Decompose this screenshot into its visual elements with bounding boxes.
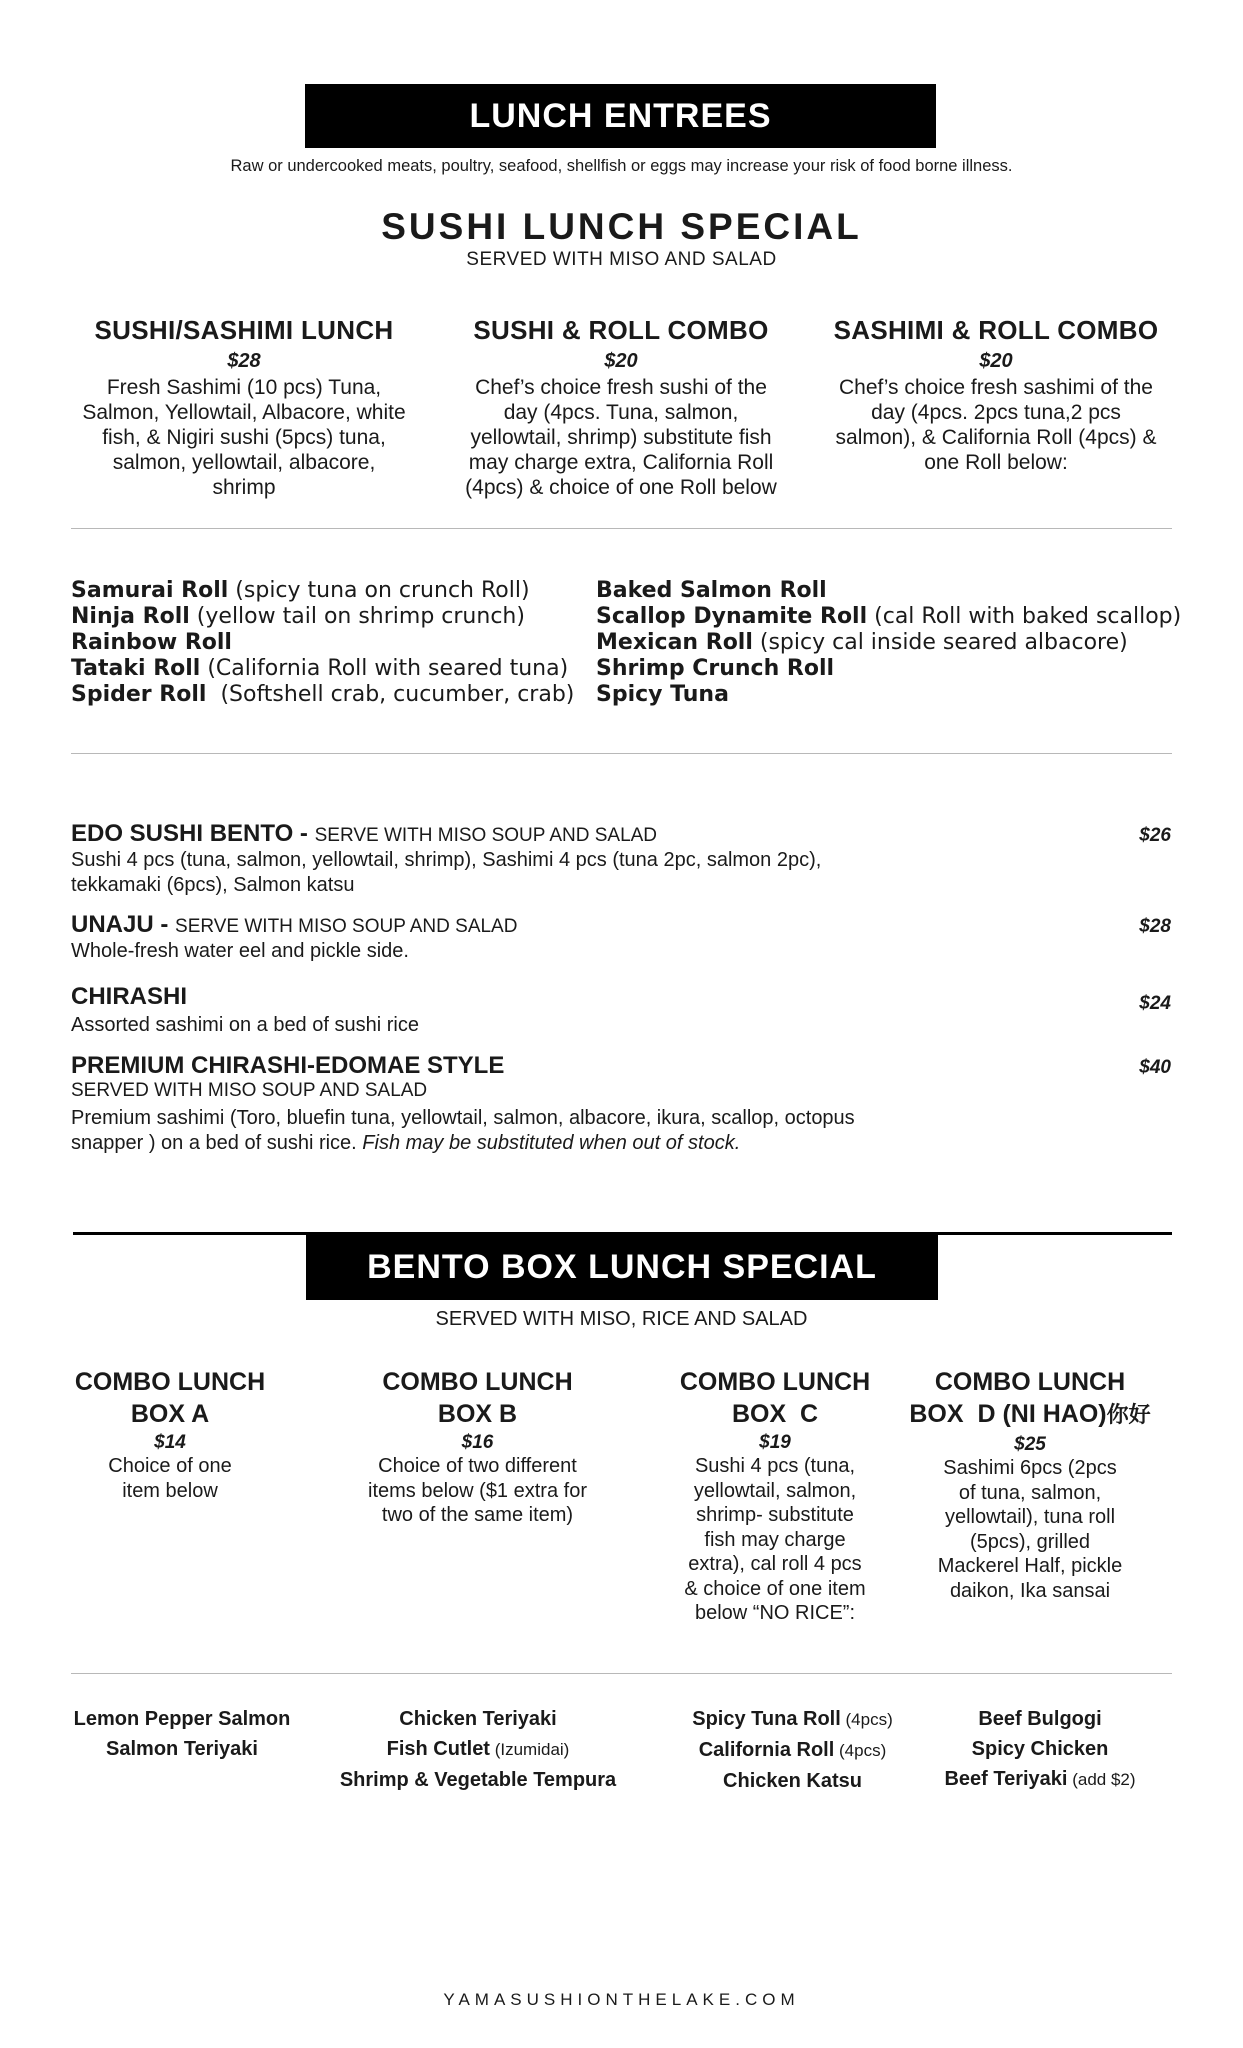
- combo-box-c: [660, 1366, 890, 1626]
- entry-subtitle: SERVED WITH MISO SOUP AND SALAD: [71, 1080, 428, 1101]
- sushi-special-subtitle: SERVED WITH MISO AND SALAD: [466, 249, 777, 270]
- sushi-column-3: [826, 315, 1166, 475]
- list-item: Chicken Teriyaki: [399, 1708, 557, 1730]
- entry-price: $26: [1139, 825, 1171, 846]
- box-title-1: COMBO LUNCH: [74, 1368, 266, 1396]
- page-title: LUNCH ENTREES: [469, 97, 772, 135]
- column-desc: Chef’s choice fresh sushi of the day (4pcs. Tuna, salmon, yellowtail, shrimp) substitute fish may charge extra, California Roll (4pcs) & choice of one Roll below: [465, 376, 777, 499]
- list-item: Spicy Chicken: [971, 1738, 1109, 1760]
- roll-name: Baked Salmon Roll: [596, 578, 827, 603]
- column-title: SUSHI & ROLL COMBO: [473, 315, 769, 345]
- roll-name: Samurai Roll: [71, 578, 229, 603]
- box-desc: Sashimi 6pcs (2pcs of tuna, salmon, yellowtail), tuna roll (5pcs), grilled Mackerel Half, pickle daikon, Ika sansai: [937, 1457, 1123, 1602]
- entry-price: $40: [1139, 1057, 1171, 1078]
- roll-note: (California Roll with seared tuna): [200, 656, 569, 681]
- box-title-1: COMBO LUNCH: [679, 1368, 871, 1396]
- box-price: $25: [1014, 1434, 1046, 1455]
- box-desc: Sushi 4 pcs (tuna, yellowtail, salmon, shrimp- substitute fish may charge extra), cal roll 4 pcs & choice of one item below “NO RICE”:: [684, 1455, 866, 1624]
- divider: [71, 1673, 1172, 1674]
- list-item: Shrimp & Vegetable Tempura: [339, 1769, 617, 1791]
- roll-name: Tataki Roll: [71, 656, 201, 681]
- entry-name: CHIRASHI: [71, 983, 188, 1010]
- list-item: [596, 604, 1181, 630]
- entry-name: PREMIUM CHIRASHI-EDOMAE STYLE: [71, 1052, 505, 1079]
- entry-desc: Assorted sashimi on a bed of sushi rice: [71, 1014, 419, 1036]
- menu-entry-unaju: [71, 911, 1171, 964]
- list-item: California Roll (4pcs): [698, 1739, 887, 1761]
- list-item: [71, 578, 574, 604]
- divider: [71, 528, 1172, 529]
- menu-entry-chirashi: [71, 983, 1171, 1038]
- roll-note: (cal Roll with baked scallop): [867, 604, 1182, 629]
- lunch-entrees-banner: [305, 84, 936, 148]
- roll-note: (yellow tail on shrimp crunch): [189, 604, 525, 629]
- box-title-chinese: 你好: [1106, 1403, 1151, 1428]
- entry-desc-2: [71, 1131, 1171, 1156]
- entry-desc: Whole-fresh water eel and pickle side.: [71, 940, 409, 962]
- box-price: $16: [461, 1432, 494, 1453]
- roll-note: (Softshell crab, cucumber, crab): [206, 682, 575, 707]
- list-item: [596, 656, 1181, 682]
- roll-name: Mexican Roll: [596, 630, 753, 655]
- list-item: [596, 682, 1181, 708]
- entry-desc: Sushi 4 pcs (tuna, salmon, yellowtail, shrimp), Sashimi 4 pcs (tuna 2pc, salmon 2pc),: [71, 849, 822, 871]
- combo-box-a: [60, 1366, 280, 1503]
- entry-desc: Premium sashimi (Toro, bluefin tuna, yellowtail, salmon, albacore, ikura, scallop, octopus: [71, 1107, 855, 1129]
- box-desc: Choice of two different items below ($1 extra for two of the same item): [368, 1455, 587, 1526]
- box-price: $19: [759, 1432, 791, 1453]
- list-item: [71, 630, 574, 656]
- section-title: BENTO BOX LUNCH SPECIAL: [367, 1248, 877, 1286]
- rolls-left-list: [71, 578, 574, 708]
- column-price: $28: [227, 350, 261, 372]
- sushi-column-1: [74, 315, 414, 500]
- entry-name: UNAJU -: [71, 911, 176, 938]
- box-title-2: BOX A: [130, 1400, 210, 1428]
- bento-items-col-1: [52, 1704, 312, 1764]
- column-title: SUSHI/SASHIMI LUNCH: [94, 315, 394, 345]
- combo-box-d: [905, 1366, 1155, 1603]
- menu-entry-edo-sushi-bento: [71, 820, 1171, 898]
- menu-entry-premium-chirashi: [71, 1052, 1171, 1156]
- bento-items-col-4: [915, 1704, 1165, 1795]
- entry-price: $28: [1139, 916, 1171, 937]
- roll-name: Shrimp Crunch Roll: [596, 656, 835, 681]
- roll-name: Scallop Dynamite Roll: [596, 604, 868, 629]
- roll-name: Spicy Tuna: [596, 682, 729, 707]
- list-item: Lemon Pepper Salmon: [73, 1708, 291, 1730]
- list-item: Beef Teriyaki (add $2): [944, 1768, 1136, 1790]
- column-desc: Chef’s choice fresh sashimi of the day (4pcs. 2pcs tuna,2 pcs salmon), & California Roll (4pcs) & one Roll below:: [835, 376, 1157, 474]
- list-item: [596, 630, 1181, 656]
- column-price: $20: [979, 350, 1013, 372]
- entry-desc-text: snapper ) on a bed of sushi rice.: [71, 1132, 363, 1154]
- box-title-1: COMBO LUNCH: [382, 1368, 573, 1396]
- bento-items-col-3: [660, 1704, 925, 1796]
- box-desc: Choice of one item below: [108, 1455, 232, 1502]
- column-price: $20: [604, 350, 638, 372]
- entry-desc-note: Fish may be substituted when out of stock.: [362, 1132, 741, 1154]
- list-item: [71, 656, 574, 682]
- list-item: [71, 682, 574, 708]
- list-item: Chicken Katsu: [723, 1770, 862, 1792]
- box-title-1: COMBO LUNCH: [934, 1368, 1126, 1396]
- combo-box-b: [340, 1366, 615, 1528]
- list-item: Beef Bulgogi: [978, 1708, 1102, 1730]
- list-item: Salmon Teriyaki: [106, 1738, 258, 1760]
- entry-subtitle: SERVE WITH MISO SOUP AND SALAD: [314, 825, 658, 846]
- box-title-2: BOX C: [731, 1400, 819, 1428]
- rolls-right-list: [596, 578, 1181, 708]
- box-title-2: BOX B: [437, 1400, 518, 1428]
- website-link[interactable]: YAMASUSHIONTHELAKE.COM: [443, 1990, 800, 2009]
- sushi-column-2: [451, 315, 791, 500]
- column-title: SASHIMI & ROLL COMBO: [833, 315, 1159, 345]
- bento-items-col-2: [318, 1704, 638, 1795]
- box-title-text: BOX D (NI HAO): [909, 1400, 1107, 1428]
- roll-note: (spicy tuna on crunch Roll): [228, 578, 530, 603]
- bento-banner: [306, 1234, 938, 1300]
- entry-price: $24: [1139, 993, 1171, 1014]
- divider: [71, 753, 1172, 754]
- roll-note: (spicy cal inside seared albacore): [752, 630, 1128, 655]
- roll-name: Spider Roll: [71, 682, 207, 707]
- column-desc: Fresh Sashimi (10 pcs) Tuna, Salmon, Yellowtail, Albacore, white fish, & Nigiri sushi (5pcs) tuna, salmon, yellowtail, albacore, shrimp: [82, 376, 406, 499]
- entry-subtitle: SERVE WITH MISO SOUP AND SALAD: [175, 916, 518, 937]
- list-item: [596, 578, 1181, 604]
- box-price: $14: [154, 1432, 186, 1453]
- list-item: Fish Cutlet (Izumidai): [386, 1738, 570, 1760]
- food-warning: Raw or undercooked meats, poultry, seafood, shellfish or eggs may increase your risk of food borne illness.: [230, 157, 1013, 175]
- sushi-special-title: SUSHI LUNCH SPECIAL: [381, 206, 862, 247]
- list-item: [71, 604, 574, 630]
- roll-name: Ninja Roll: [71, 604, 190, 629]
- box-title-2: [905, 1398, 1155, 1432]
- entry-name: EDO SUSHI BENTO -: [71, 820, 315, 847]
- roll-name: Rainbow Roll: [71, 630, 232, 655]
- list-item: Spicy Tuna Roll (4pcs): [692, 1708, 893, 1730]
- bento-subtitle: SERVED WITH MISO, RICE AND SALAD: [435, 1308, 808, 1330]
- entry-desc: tekkamaki (6pcs), Salmon katsu: [71, 874, 355, 896]
